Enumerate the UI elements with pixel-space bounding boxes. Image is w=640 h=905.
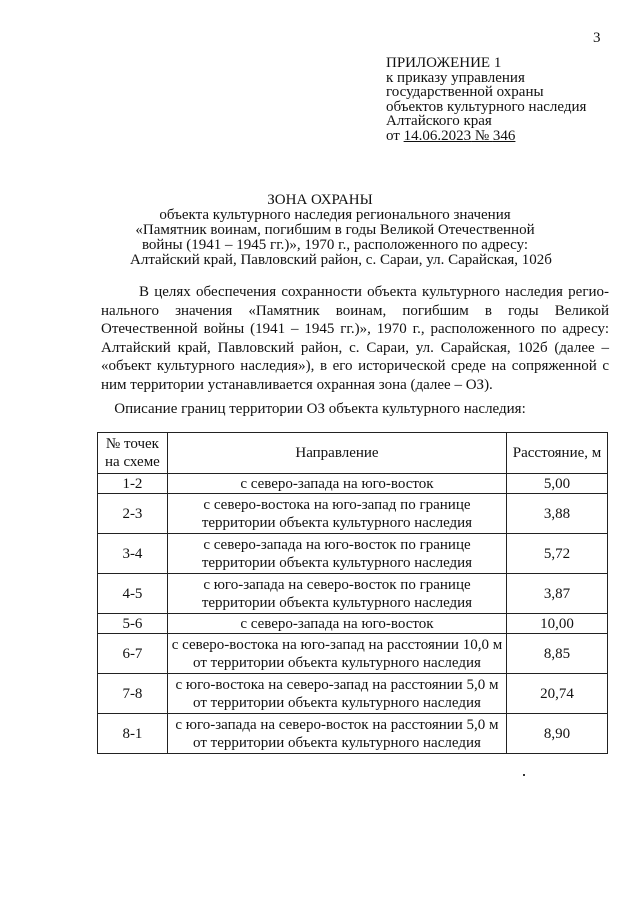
table-row (98, 534, 608, 574)
row-points: 1-2 (98, 474, 168, 494)
row-direction (167, 534, 506, 574)
paragraph-line: «объект культурного наследия»), в его исторической среде на сопряженной с (101, 358, 609, 374)
row-distance: 10,00 (507, 614, 608, 634)
direction-line: территории объекта культурного наследия (201, 554, 473, 571)
row-points: 8-1 (98, 714, 168, 754)
row-points: 5-6 (98, 614, 168, 634)
number-sign: № (471, 127, 493, 144)
table-caption: Описание границ территории ОЗ объекта культурного наследия: (114, 401, 526, 417)
header-points (98, 433, 168, 474)
direction-line: от территории объекта культурного наследия (193, 694, 481, 711)
subtitle-line: Алтайский край, Павловский район, с. Сараи, ул. Сарайская, 102б (130, 252, 552, 268)
document-subtitle (130, 207, 552, 268)
table-row (98, 674, 608, 714)
header-points-line2: на схеме (105, 454, 160, 470)
appendix-date-line (386, 129, 626, 144)
table-row (98, 614, 608, 634)
table-header-row (98, 433, 608, 474)
direction-line: территории объекта культурного наследия (201, 594, 473, 611)
appendix-line: ПРИЛОЖЕНИЕ 1 (386, 55, 502, 71)
scan-speck (523, 774, 525, 776)
direction-line: с юго-запада на северо-восток на расстоянии 5,0 м (175, 716, 499, 733)
appendix-line: к приказу управления (386, 69, 525, 86)
table-row (98, 474, 608, 494)
row-distance: 8,85 (507, 634, 608, 674)
paragraph-line: нального значения «Памятник воинам, погибшим в годы Великой (101, 302, 609, 319)
row-direction (167, 494, 506, 534)
subtitle-line: войны (1941 – 1945 гг.)», 1970 г., расположенного по адресу: (141, 237, 529, 253)
row-direction (167, 574, 506, 614)
row-direction (167, 714, 506, 754)
direction-line: с северо-востока на юго-запад на расстоянии 10,0 м (171, 636, 503, 653)
row-direction: с северо-запада на юго-восток (167, 614, 506, 634)
direction-line: территории объекта культурного наследия (201, 514, 473, 531)
row-direction: с северо-запада на юго-восток (167, 474, 506, 494)
row-direction (167, 634, 506, 674)
row-points: 4-5 (98, 574, 168, 614)
document-title: ЗОНА ОХРАНЫ (267, 192, 373, 208)
row-distance: 3,87 (507, 574, 608, 614)
appendix-block (386, 56, 626, 143)
direction-line: с северо-запада на юго-восток по границе (203, 536, 471, 553)
table-row (98, 634, 608, 674)
row-distance: 5,72 (507, 534, 608, 574)
paragraph-line: Отечественной войны (1941 – 1945 гг.)», 1970 г., расположенного по адресу: (101, 321, 609, 337)
row-distance: 5,00 (507, 474, 608, 494)
row-points: 6-7 (98, 634, 168, 674)
row-distance: 3,88 (507, 494, 608, 534)
page-number: 3 (593, 30, 601, 46)
header-distance: Расстояние, м (507, 433, 608, 474)
date-prefix: от (386, 127, 404, 144)
direction-line: от территории объекта культурного наследия (193, 654, 481, 671)
paragraph-line: Алтайский край, Павловский район, с. Сараи, ул. Сарайская, 102б (далее – (101, 339, 609, 356)
subtitle-line: «Памятник воинам, погибшим в годы Великой Отечественной (135, 222, 535, 238)
paragraph-line: ним территории устанавливается охранная зона (далее – ОЗ). (101, 376, 493, 393)
appendix-line: Алтайского края (386, 113, 492, 129)
header-points-line1: № точек (105, 436, 159, 452)
direction-line: с юго-востока на северо-запад на расстоянии 5,0 м (175, 676, 499, 693)
subtitle-line: объекта культурного наследия регионального значения (159, 207, 511, 223)
table-row (98, 494, 608, 534)
direction-line: с северо-востока на юго-запад по границе (203, 496, 471, 513)
order-number: 346 (492, 127, 516, 144)
row-points: 2-3 (98, 494, 168, 534)
row-points: 3-4 (98, 534, 168, 574)
table-row (98, 574, 608, 614)
row-distance: 20,74 (507, 674, 608, 714)
direction-line: от территории объекта культурного наследия (193, 734, 481, 751)
row-points: 7-8 (98, 674, 168, 714)
body-paragraph (101, 283, 609, 394)
order-date: 14.06.2023 (403, 127, 472, 144)
appendix-line: объектов культурного наследия (386, 98, 587, 115)
row-distance: 8,90 (507, 714, 608, 754)
appendix-line: государственной охраны (386, 84, 544, 100)
paragraph-line: В целях обеспечения сохранности объекта культурного наследия регио- (139, 284, 609, 300)
direction-line: с юго-запада на северо-восток по границе (203, 576, 471, 593)
boundaries-table (97, 432, 608, 754)
header-direction: Направление (167, 433, 506, 474)
row-direction (167, 674, 506, 714)
table-row (98, 714, 608, 754)
